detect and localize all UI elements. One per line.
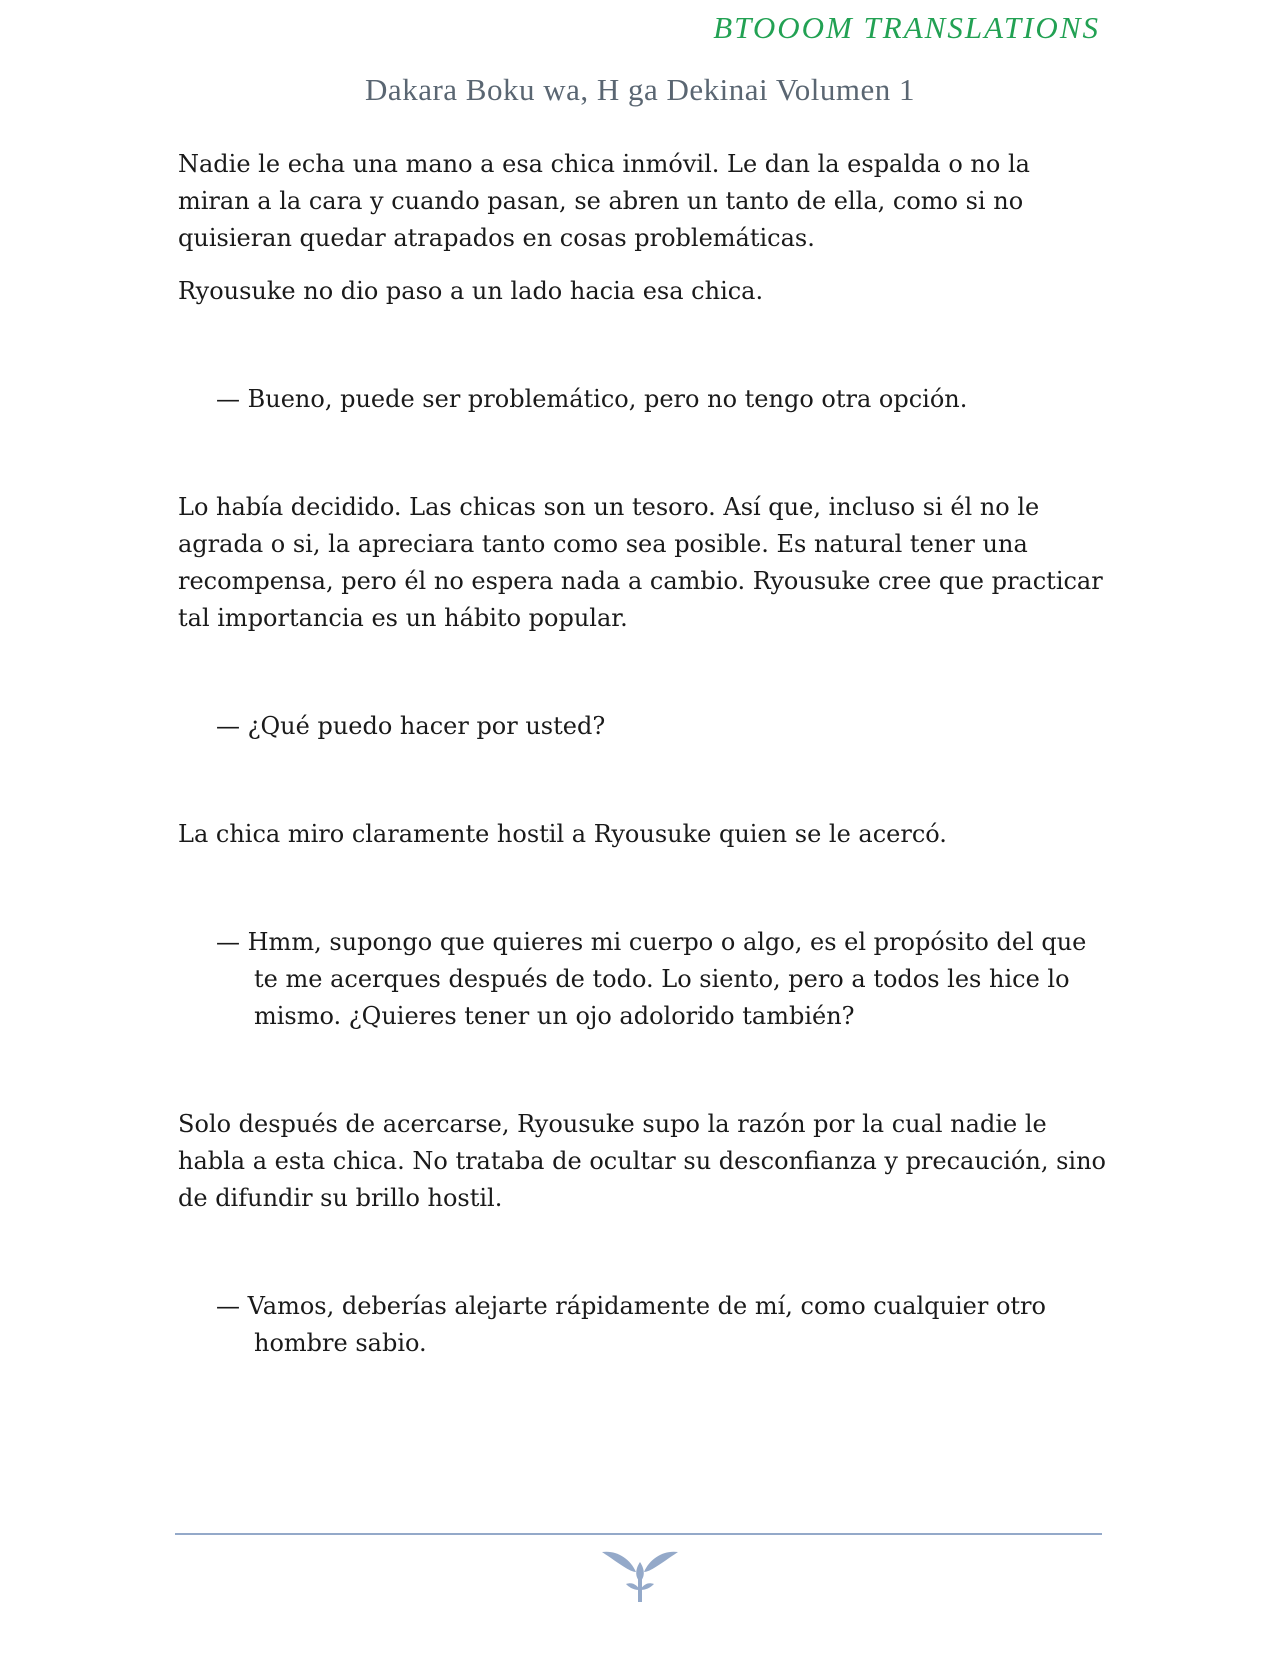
document-title: Dakara Boku wa, H ga Dekinai Volumen 1 [365,72,915,107]
narration-paragraph: Nadie le echa una mano a esa chica inmóvil. Le dan la espalda o no la miran a la cara y cuando pasan, se abren un tanto de ella, como si no quisieran quedar atrapados en cosas problemáticas. [178,150,1030,252]
narration-paragraph: Solo después de acercarse, Ryousuke supo la razón por la cual nadie le habla a esta chica. No trataba de ocultar su desconfianza y precaución, sino de difundir su brillo hostil. [178,1110,1106,1212]
narration-paragraph: Ryousuke no dio paso a un lado hacia esa chica. [178,277,764,305]
footer-divider [175,1533,1102,1535]
dialogue-line: — Vamos, deberías alejarte rápidamente de mí, como cualquier otro hombre sabio. [216,1292,1046,1357]
dialogue-line: — Bueno, puede ser problemático, pero no tengo otra opción. [216,385,968,413]
narration-paragraph: La chica miro claramente hostil a Ryousuke quien se le acercó. [178,820,947,848]
page-body [178,146,1108,1433]
dialogue-line: — ¿Qué puedo hacer por usted? [216,712,606,740]
header-brand: BTOOOM TRANSLATIONS [713,10,1100,45]
narration-paragraph: Lo había decidido. Las chicas son un tesoro. Así que, incluso si él no le agrada o si, la apreciara tanto como sea posible. Es natural tener una recompensa, pero él no espera nada a cambio. Ryousuke cree que practicar tal importancia es un hábito popular. [178,493,1103,632]
fleur-ornament-icon [600,1548,680,1604]
dialogue-line: — Hmm, supongo que quieres mi cuerpo o algo, es el propósito del que te me acerques después de todo. Lo siento, pero a todos les hice lo mismo. ¿Quieres tener un ojo adolorido también? [216,928,1087,1030]
